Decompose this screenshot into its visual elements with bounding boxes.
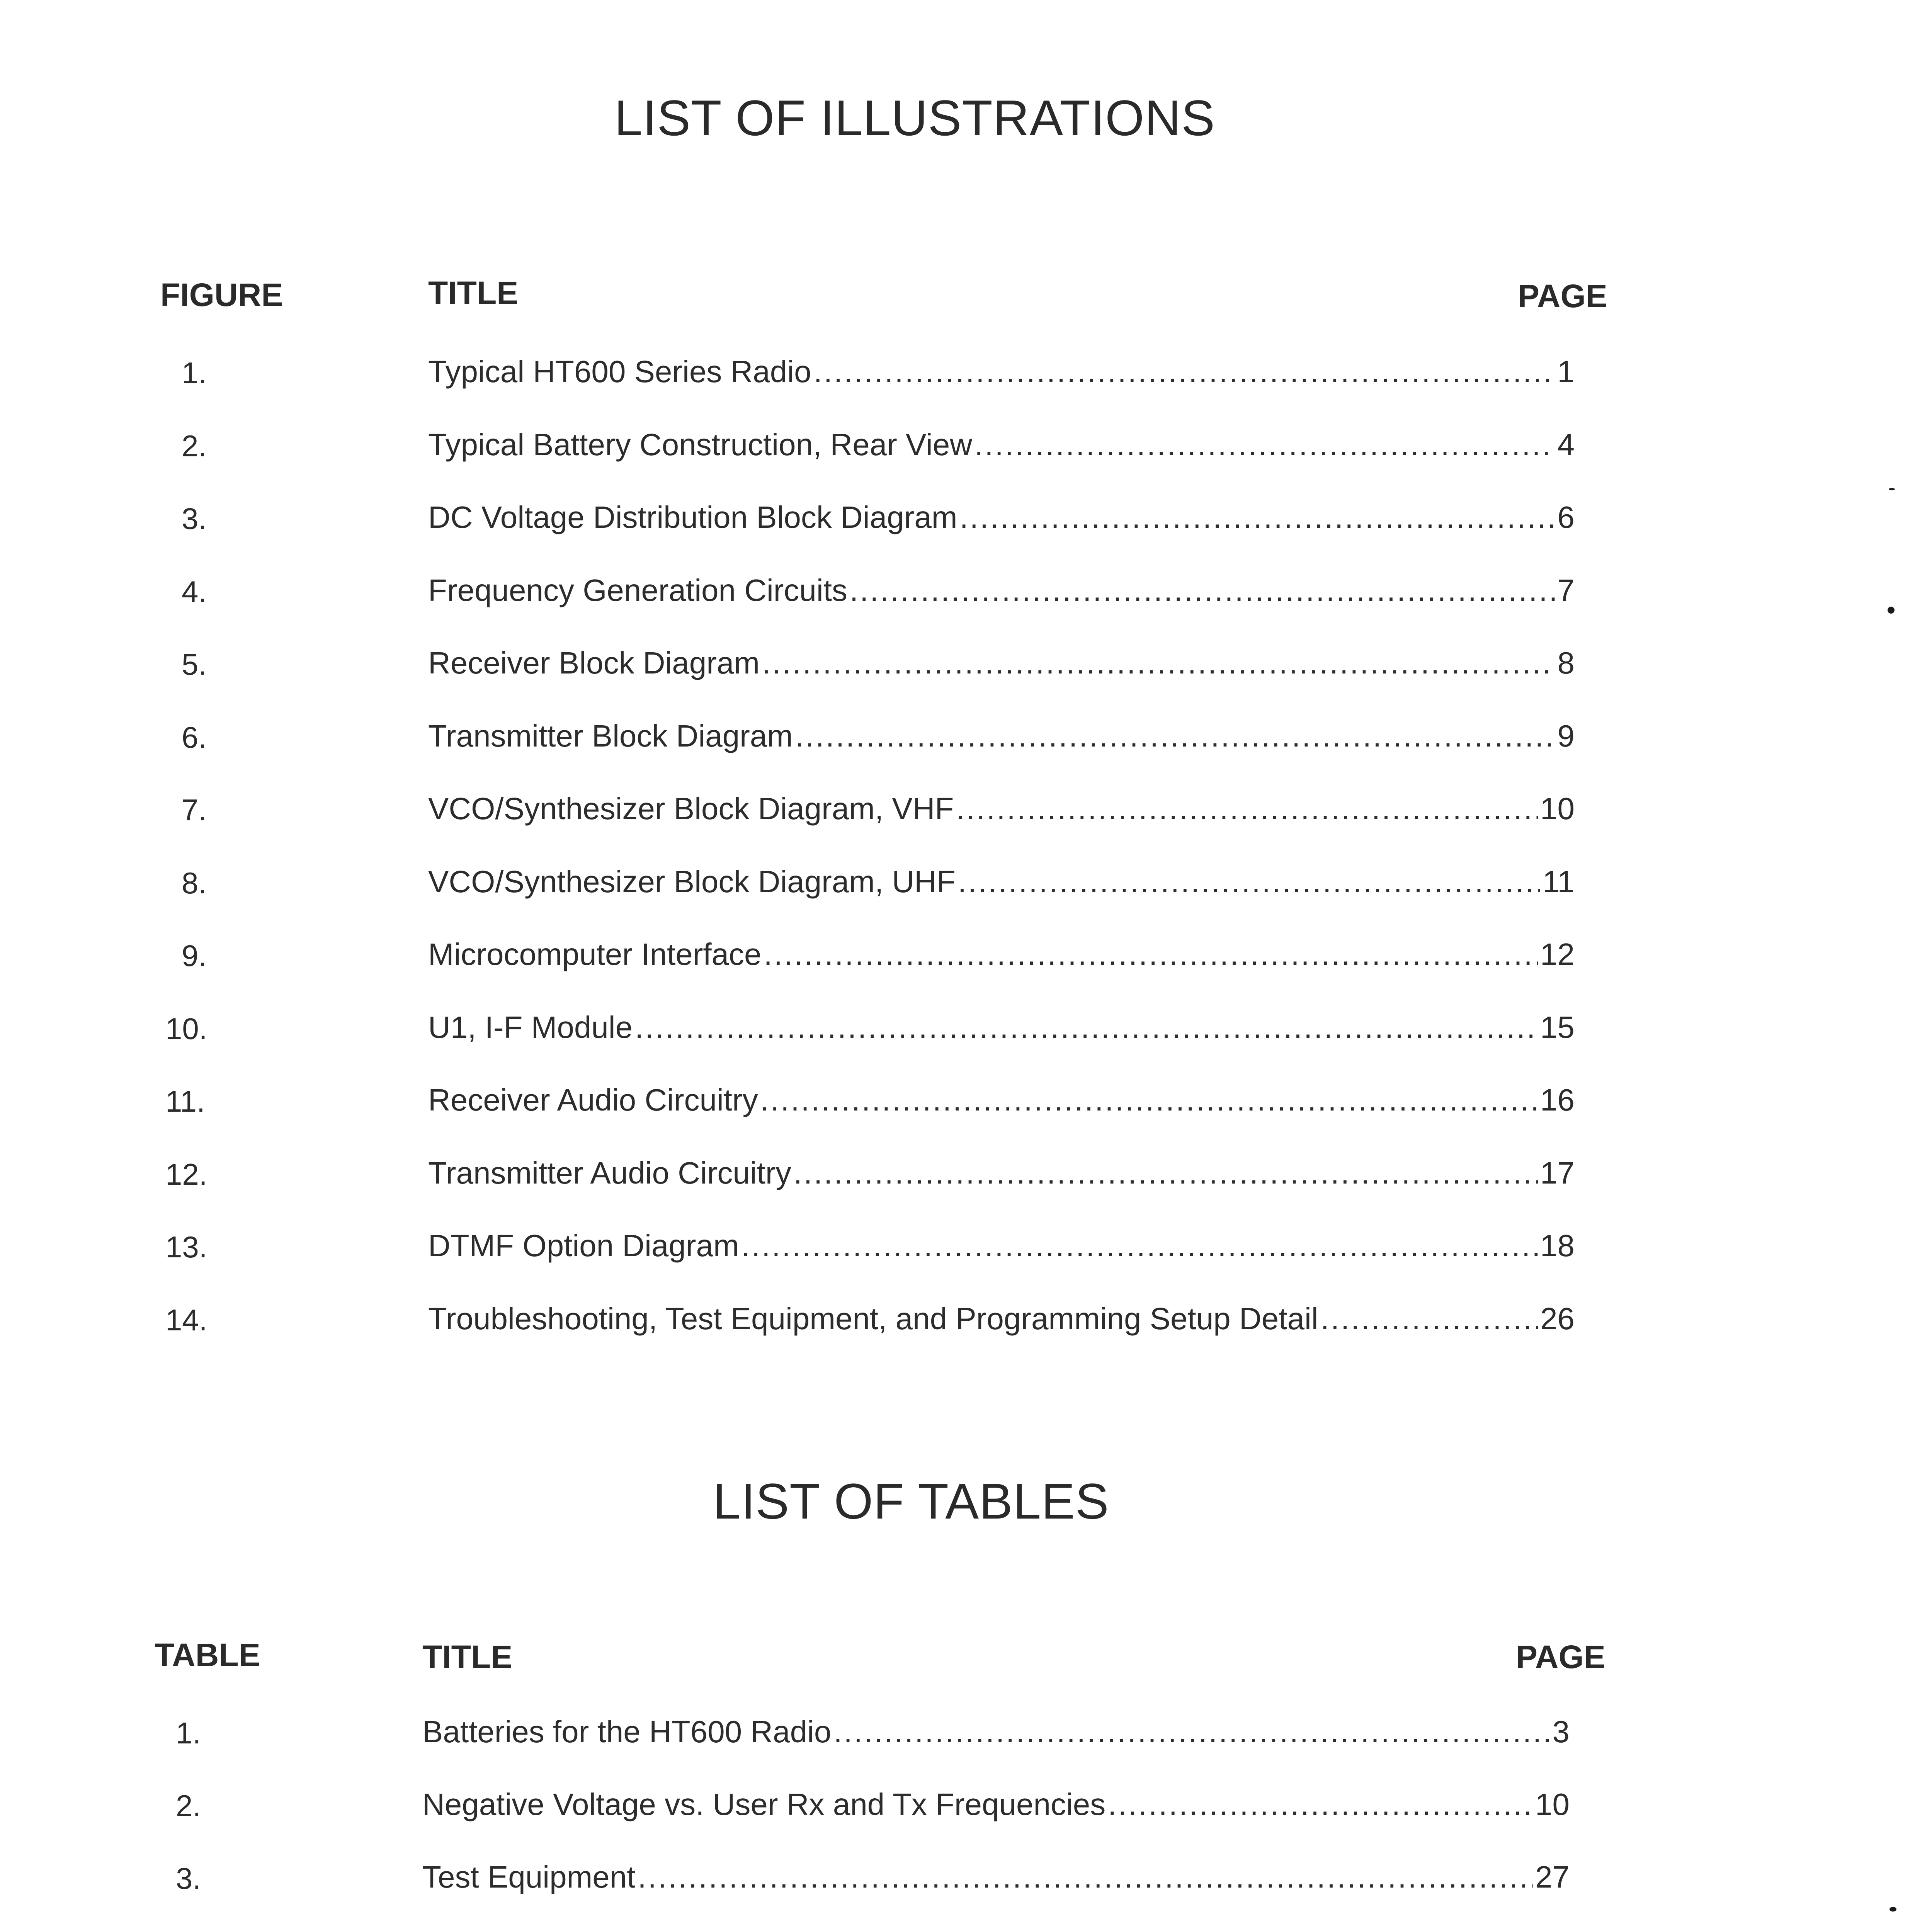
- illustration-row-title: Transmitter Audio Circuitry: [428, 1155, 791, 1190]
- illustration-row-entry: [428, 645, 1575, 681]
- illustration-row-entry: [428, 1010, 1575, 1045]
- table-row-title: Test Equipment: [422, 1860, 636, 1894]
- illustrations-heading: LIST OF ILLUSTRATIONS: [614, 90, 1215, 146]
- illustration-row-title: Receiver Audio Circuitry: [428, 1083, 758, 1117]
- illustration-row-leader-dots: [742, 1228, 1538, 1264]
- illustration-row: [0, 574, 1932, 621]
- illustration-row-title: VCO/Synthesizer Block Diagram, VHF: [428, 791, 954, 826]
- illustration-row-entry: [428, 937, 1575, 972]
- illustrations-title-header: TITLE: [428, 275, 519, 311]
- illustration-row-number: 2.: [182, 429, 207, 463]
- illustration-row-page: 7: [1557, 573, 1575, 607]
- illustration-row-leader-dots: [958, 864, 1540, 900]
- illustration-row-number: 14.: [165, 1303, 207, 1337]
- illustration-row: [0, 1084, 1932, 1130]
- illustration-row-entry: [428, 1301, 1575, 1337]
- illustration-row: [0, 429, 1932, 475]
- illustration-row-title: Typical HT600 Series Radio: [428, 354, 811, 389]
- tables-title-header: TITLE: [422, 1639, 513, 1675]
- scan-speck: [1889, 1907, 1896, 1912]
- illustration-row-number: 4.: [182, 574, 207, 609]
- table-row-page: 3: [1552, 1714, 1570, 1749]
- illustration-row-title: Receiver Block Diagram: [428, 646, 760, 680]
- illustration-row-page: 26: [1540, 1301, 1575, 1336]
- table-row-page: 10: [1535, 1787, 1570, 1821]
- illustration-row-leader-dots: [959, 500, 1555, 535]
- table-row-leader-dots: [833, 1714, 1550, 1750]
- illustration-row: [0, 647, 1932, 693]
- illustration-row-entry: [428, 791, 1575, 827]
- illustration-row-page: 8: [1557, 646, 1575, 680]
- table-row-number: 2.: [176, 1789, 201, 1823]
- illustration-row-page: 15: [1540, 1010, 1575, 1044]
- illustration-row-title: Transmitter Block Diagram: [428, 718, 793, 753]
- illustration-row-leader-dots: [760, 1082, 1538, 1118]
- table-row-title: Batteries for the HT600 Radio: [422, 1714, 832, 1749]
- illustration-row-number: 9.: [182, 939, 207, 973]
- table-row-title: Negative Voltage vs. User Rx and Tx Frequencies: [422, 1787, 1106, 1821]
- table-row-number: 3.: [176, 1861, 201, 1895]
- illustration-row-entry: [428, 718, 1575, 754]
- illustration-row-title: Frequency Generation Circuits: [428, 573, 847, 607]
- table-row: [0, 1716, 1932, 1762]
- scan-speck: [1889, 488, 1895, 490]
- illustration-row: [0, 1011, 1932, 1058]
- illustration-row-page: 1: [1557, 354, 1575, 389]
- illustration-row-number: 12.: [165, 1157, 207, 1191]
- illustration-row: [0, 793, 1932, 839]
- illustration-row: [0, 938, 1932, 985]
- illustration-row-number: 10.: [165, 1011, 207, 1046]
- illustration-row-number: 6.: [182, 720, 207, 754]
- table-row: [0, 1861, 1932, 1907]
- illustration-row-number: 3.: [182, 502, 207, 536]
- illustration-row-number: 1.: [182, 356, 207, 390]
- illustration-row-page: 4: [1557, 427, 1575, 462]
- table-row-leader-dots: [638, 1859, 1533, 1895]
- illustration-row-page: 18: [1540, 1228, 1575, 1263]
- illustration-row-entry: [428, 1228, 1575, 1264]
- illustration-row-number: 7.: [182, 793, 207, 827]
- illustration-row-page: 6: [1557, 500, 1575, 534]
- tables-table-header: TABLE: [155, 1637, 260, 1673]
- illustration-row-entry: [428, 864, 1575, 900]
- illustration-row-leader-dots: [814, 354, 1555, 389]
- illustration-row-leader-dots: [956, 791, 1538, 827]
- illustration-row-page: 9: [1557, 718, 1575, 753]
- illustration-row-title: U1, I-F Module: [428, 1010, 633, 1044]
- table-row: [0, 1788, 1932, 1835]
- illustration-row-number: 5.: [182, 647, 207, 681]
- table-row-number: 1.: [176, 1716, 201, 1750]
- illustration-row: [0, 1157, 1932, 1203]
- illustration-row-title: DC Voltage Distribution Block Diagram: [428, 500, 957, 534]
- illustrations-figure-header: FIGURE: [160, 277, 283, 313]
- illustration-row-leader-dots: [794, 1155, 1538, 1191]
- illustration-row: [0, 1303, 1932, 1349]
- illustration-row-page: 16: [1540, 1083, 1575, 1117]
- scan-speck: [1888, 607, 1895, 614]
- illustration-row: [0, 355, 1932, 402]
- illustration-row-entry: [428, 573, 1575, 608]
- illustration-row-entry: [428, 1082, 1575, 1118]
- illustration-row: [0, 1230, 1932, 1276]
- illustration-row-leader-dots: [762, 645, 1555, 681]
- illustration-row-leader-dots: [764, 937, 1538, 972]
- illustrations-page-header: PAGE: [1518, 278, 1607, 314]
- table-row-entry: [422, 1859, 1570, 1895]
- illustration-row-entry: [428, 427, 1575, 463]
- illustration-row-page: 17: [1540, 1155, 1575, 1190]
- illustration-row-leader-dots: [1321, 1301, 1538, 1337]
- illustration-row-entry: [428, 500, 1575, 535]
- illustration-row: [0, 501, 1932, 548]
- table-row-entry: [422, 1714, 1570, 1750]
- tables-heading: LIST OF TABLES: [713, 1473, 1109, 1529]
- illustration-row-page: 12: [1540, 937, 1575, 971]
- illustration-row-title: Troubleshooting, Test Equipment, and Programming Setup Detail: [428, 1301, 1318, 1336]
- illustration-row-leader-dots: [635, 1010, 1538, 1045]
- tables-page-header: PAGE: [1516, 1639, 1605, 1675]
- illustration-row-title: DTMF Option Diagram: [428, 1228, 739, 1263]
- illustration-row-page: 11: [1542, 864, 1575, 899]
- illustration-row-title: Microcomputer Interface: [428, 937, 762, 971]
- illustration-row-number: 11.: [165, 1084, 205, 1118]
- illustration-row-page: 10: [1540, 791, 1575, 826]
- illustration-row-title: Typical Battery Construction, Rear View: [428, 427, 973, 462]
- table-row-page: 27: [1535, 1860, 1570, 1894]
- illustration-row-leader-dots: [975, 427, 1555, 463]
- illustration-row-title: VCO/Synthesizer Block Diagram, UHF: [428, 864, 956, 899]
- table-row-leader-dots: [1108, 1787, 1533, 1822]
- table-row-entry: [422, 1787, 1570, 1822]
- illustration-row-number: 13.: [165, 1230, 207, 1264]
- illustration-row: [0, 720, 1932, 766]
- illustration-row-entry: [428, 1155, 1575, 1191]
- illustration-row: [0, 866, 1932, 912]
- illustration-row-leader-dots: [795, 718, 1555, 754]
- illustration-row-entry: [428, 354, 1575, 389]
- illustration-row-leader-dots: [850, 573, 1555, 608]
- illustration-row-number: 8.: [182, 866, 207, 900]
